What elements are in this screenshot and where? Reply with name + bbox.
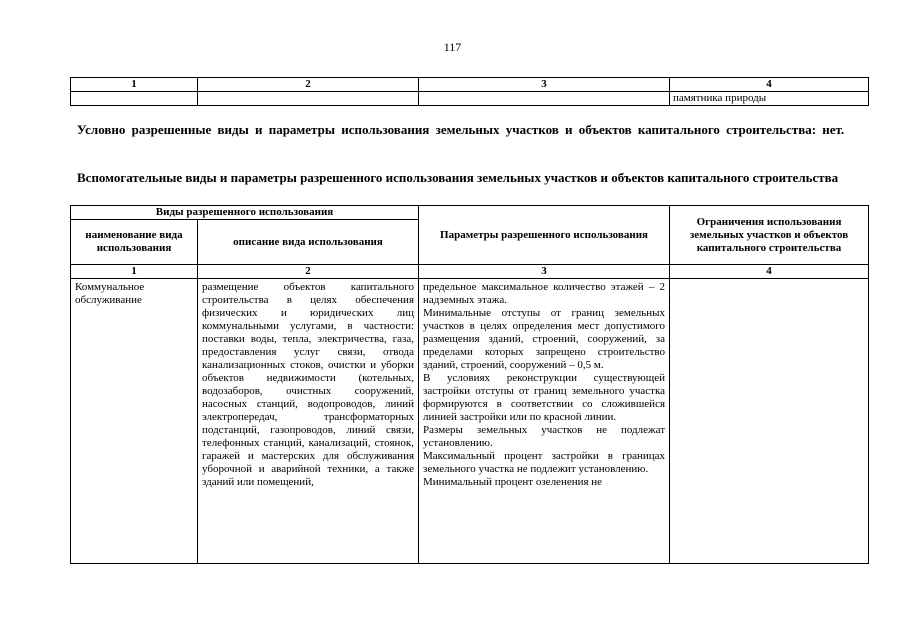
column-number: 2 <box>198 265 419 279</box>
column-number: 1 <box>71 78 198 92</box>
header-types-group: Виды разрешенного использования <box>71 206 419 220</box>
section-heading-auxiliary: Вспомогательные виды и параметры разрешенного использования земельных участков и объектов капитального строительства <box>77 170 839 185</box>
header-name: наименование вида использования <box>71 220 198 265</box>
column-number: 3 <box>419 265 670 279</box>
table-row <box>71 92 869 106</box>
section-heading-conditional: Условно разрешенные виды и параметры использования земельных участков и объектов капитального строительства: нет. <box>77 122 845 137</box>
column-number-row <box>71 265 869 279</box>
continuation-table <box>70 77 869 106</box>
param-paragraph: предельное максимальное количество этажей – 2 надземных этажа. <box>423 281 666 306</box>
param-paragraph: Размеры земельных участков не подлежат установлению. <box>423 424 666 449</box>
use-params-cell <box>419 279 670 564</box>
param-paragraph: Минимальный процент озеленения не <box>423 476 603 488</box>
param-paragraph: Минимальные отступы от границ земельных участков в целях определения мест допустимого размещения зданий, строений, сооружений, за пределами которых запрещено строительство зданий, строений, сооружений – 0,5 м. <box>423 307 666 371</box>
table-cell <box>71 92 198 106</box>
use-name-cell: Коммунальное обслуживание <box>71 279 198 564</box>
use-description-cell: размещение объектов капитального строительства в целях обеспечения физических и юридических лиц коммунальными услугами, в частности: поставки воды, тепла, электричества, газа, предоставления услуг связи, отвода канализационных стоков, очистки и уборки объектов недвижимости (котельных, водозаборов, очистных сооружений, насосных станций, водопроводов, линий электропередач, трансформаторных подстанций, газопроводов, линий связи, телефонных станций, канализаций, стоянок, гаражей и мастерских для обслуживания уборочной и аварийной техники, а также зданий или помещений, <box>198 279 419 564</box>
header-restrictions: Ограничения использования земельных участков и объектов капитального строительства <box>670 206 869 265</box>
table-cell <box>419 92 670 106</box>
column-number: 4 <box>670 78 869 92</box>
auxiliary-uses-table <box>70 205 869 564</box>
table-cell: памятника природы <box>670 92 869 106</box>
column-number: 3 <box>419 78 670 92</box>
column-number-row <box>71 78 869 92</box>
column-number: 1 <box>71 265 198 279</box>
param-paragraph: В условиях реконструкции существующей застройки отступы от границ земельного участка формируются в соответствии со сложившейся линией застройки или по красной линии. <box>423 372 666 423</box>
table-row <box>71 279 869 564</box>
header-description: описание вида использования <box>198 220 419 265</box>
column-number: 2 <box>198 78 419 92</box>
column-number: 4 <box>670 265 869 279</box>
param-paragraph: Максимальный процент застройки в границах земельного участка не подлежит установлению. <box>423 450 666 475</box>
header-params: Параметры разрешенного использования <box>419 206 670 265</box>
page-number: 117 <box>443 40 462 54</box>
use-restrictions-cell <box>670 279 869 564</box>
table-cell <box>198 92 419 106</box>
